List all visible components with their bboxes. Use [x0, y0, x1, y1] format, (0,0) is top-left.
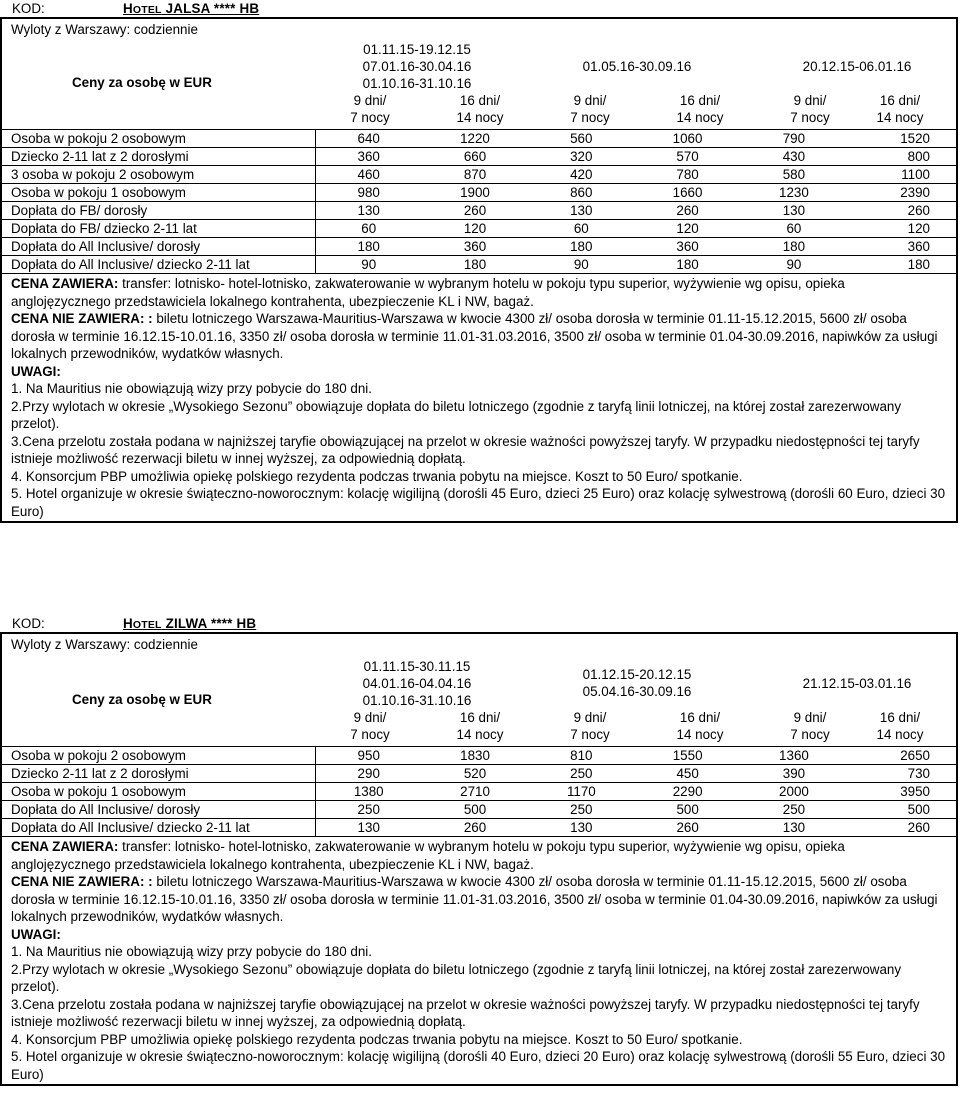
period-1-line-2: 07.01.16-30.04.16	[362, 59, 472, 74]
duration-days: 16 dni/	[679, 710, 721, 725]
price-cell: 1360	[741, 747, 847, 765]
hotel-section-jalsa	[0, 0, 958, 523]
duration-nights: 14 nocy	[456, 110, 504, 125]
remarks-label: UWAGI:	[11, 363, 61, 379]
price-cell: 180	[634, 256, 740, 274]
price-cell: 3950	[847, 783, 956, 801]
price-cell: 180	[847, 256, 956, 274]
table-row	[2, 765, 956, 783]
price-cell: 450	[634, 765, 740, 783]
price-header	[2, 41, 956, 129]
departures-info: Wyloty z Warszawy: codziennie	[11, 22, 198, 37]
table-row	[2, 148, 956, 166]
price-cell: 660	[422, 148, 528, 166]
duration-nights: 14 nocy	[876, 727, 924, 742]
remark-1: 1. Na Mauritius nie obowiązują wizy przy pobycie do 180 dni.	[11, 381, 372, 396]
period-3	[747, 58, 960, 75]
period-2	[527, 666, 747, 700]
row-label: Dopłata do All Inclusive/ dorosły	[2, 801, 315, 819]
duration-3	[550, 709, 630, 743]
duration-nights: 7 nocy	[790, 727, 830, 742]
duration-1	[330, 92, 410, 126]
table-row	[2, 130, 956, 148]
price-cell: 1900	[422, 184, 528, 202]
duration-nights: 14 nocy	[676, 727, 724, 742]
price-cell: 2390	[847, 184, 956, 202]
price-cell: 260	[422, 819, 528, 837]
price-cell: 1170	[528, 783, 634, 801]
remark-1: 1. Na Mauritius nie obowiązują wizy przy pobycie do 180 dni.	[11, 944, 372, 959]
duration-nights: 7 nocy	[790, 110, 830, 125]
price-cell: 180	[422, 256, 528, 274]
remark-5: 5. Hotel organizuje w okresie świąteczno-noworocznym: kolację wigilijną (dorośli 45 Euro, dzieci 25 Euro) oraz kolację sylwestrową (dorośli 60 Euro, dzieci 30 Euro)	[11, 486, 946, 519]
hotel-name-small: OTEL	[132, 4, 162, 16]
duration-5	[770, 709, 850, 743]
price-cell: 1230	[741, 184, 847, 202]
duration-days: 9 dni/	[793, 93, 827, 108]
row-label: Osoba w pokoju 1 osobowym	[2, 184, 315, 202]
price-cell: 250	[741, 801, 847, 819]
table-row	[2, 184, 956, 202]
price-cell: 90	[741, 256, 847, 274]
duration-days: 9 dni/	[573, 93, 607, 108]
price-cell: 500	[422, 801, 528, 819]
duration-nights: 14 nocy	[676, 110, 724, 125]
hotel-name-rest: ZILWA **** HB	[161, 616, 257, 631]
price-cell: 870	[422, 166, 528, 184]
price-cell: 390	[741, 765, 847, 783]
price-cell: 260	[634, 819, 740, 837]
excludes-label: CENA NIE ZAWIERA: :	[11, 874, 153, 889]
excludes-label: CENA NIE ZAWIERA: :	[11, 311, 153, 326]
table-row	[2, 220, 956, 238]
price-cell: 560	[528, 130, 634, 148]
price-cell: 1380	[315, 783, 422, 801]
price-cell: 520	[422, 765, 528, 783]
price-cell: 260	[847, 202, 956, 220]
departures-info: Wyloty z Warszawy: codziennie	[11, 637, 198, 652]
price-cell: 570	[634, 148, 740, 166]
price-cell: 120	[634, 220, 740, 238]
price-cell: 1830	[422, 747, 528, 765]
price-cell: 180	[528, 238, 634, 256]
period-2-line-1: 01.12.15-20.12.15	[582, 667, 692, 682]
period-1-line-1: 01.11.15-30.11.15	[363, 659, 471, 674]
duration-2	[440, 92, 520, 126]
price-cell: 1060	[634, 130, 740, 148]
hotel-name-prefix: H	[123, 1, 133, 16]
price-cell: 120	[847, 220, 956, 238]
includes	[11, 275, 947, 310]
price-cell: 250	[315, 801, 422, 819]
price-cell: 250	[528, 801, 634, 819]
kod-line	[0, 0, 958, 17]
price-cell: 90	[528, 256, 634, 274]
row-label: 3 osoba w pokoju 2 osobowym	[2, 166, 315, 184]
price-cell: 580	[741, 166, 847, 184]
kod-line	[0, 615, 958, 632]
price-cell: 60	[315, 220, 422, 238]
price-table-body	[2, 130, 956, 274]
excludes-text: biletu lotniczego Warszawa-Mauritius-Warszawa w kwocie 4300 zł/ osoba dorosła w terminie 01.11-15.12.2015, 5600 zł/ osoba dorosła w terminie 16.12.15-10.01.16, 3350 zł/ osoba dorosła w terminie 11.01-31.03.2016, 3500 zł/ osoba w terminie 01.04-30.09.2016, napiwków za usługi lokalnych przewodników, wydatków własnych.	[11, 874, 938, 924]
table-row	[2, 166, 956, 184]
price-cell: 460	[315, 166, 422, 184]
price-cell: 800	[847, 148, 956, 166]
price-table	[2, 129, 956, 273]
row-label: Osoba w pokoju 1 osobowym	[2, 783, 315, 801]
price-cell: 130	[315, 819, 422, 837]
period-2-line-1: 01.05.16-30.09.16	[582, 59, 692, 74]
excludes-text: biletu lotniczego Warszawa-Mauritius-Warszawa w kwocie 4300 zł/ osoba dorosła w terminie 01.11-15.12.2015, 5600 zł/ osoba dorosła w terminie 16.12.15-10.01.16, 3350 zł/ osoba dorosła w terminie 11.01-31.03.2016, 3500 zł/ osoba w terminie 01.04-30.09.2016, napiwków za usługi lokalnych przewodników, wydatków własnych.	[11, 311, 938, 361]
duration-days: 9 dni/	[793, 710, 827, 725]
price-cell: 120	[422, 220, 528, 238]
remark-3: 3.Cena przelotu została podana w najniższej taryfie obowiązującej na przelot w okresie ważności powyższej taryfy. W przypadku niedostępności tej taryfy istnieje możliwość rezerwacji biletu w innej wyższej, za odpowiednią dopłatą.	[11, 996, 920, 1029]
price-cell: 60	[528, 220, 634, 238]
period-1-line-3: 01.10.16-31.10.16	[362, 76, 472, 91]
price-cell: 810	[528, 747, 634, 765]
includes	[11, 838, 947, 873]
row-label: Dopłata do All Inclusive/ dziecko 2-11 lat	[2, 256, 315, 274]
table-row	[2, 783, 956, 801]
hotel-section-zilwa	[0, 615, 958, 1086]
duration-nights: 14 nocy	[876, 110, 924, 125]
price-cell: 130	[528, 819, 634, 837]
price-cell: 1520	[847, 130, 956, 148]
excludes	[11, 873, 947, 926]
price-cell: 1660	[634, 184, 740, 202]
duration-2	[440, 709, 520, 743]
price-cell: 420	[528, 166, 634, 184]
price-cell: 250	[528, 765, 634, 783]
duration-days: 16 dni/	[879, 710, 921, 725]
remark-5: 5. Hotel organizuje w okresie świąteczno-noworocznym: kolację wigilijną (dorośli 40 Euro, dzieci 20 Euro) oraz kolację sylwestrową (dorośli 55 Euro, dzieci 30 Euro)	[11, 1049, 946, 1082]
price-cell: 130	[741, 202, 847, 220]
remark-2: 2.Przy wylotach w okresie „Wysokiego Sezonu” obowiązuje dopłata do biletu lotniczego (zgodnie z taryfą linii lotniczej, na której został zarezerwowany przelot).	[11, 398, 902, 431]
notes	[2, 836, 956, 1084]
period-2	[527, 58, 747, 75]
duration-days: 9 dni/	[573, 710, 607, 725]
price-cell: 320	[528, 148, 634, 166]
remark-4: 4. Konsorcjum PBP umożliwia opiekę polskiego rezydenta podczas trwania pobytu na miejsce. Koszt to 50 Euro/ spotkanie.	[11, 468, 743, 484]
price-cell: 430	[741, 148, 847, 166]
hotel-name-small: OTEL	[132, 619, 162, 631]
row-label: Osoba w pokoju 2 osobowym	[2, 130, 315, 148]
price-cell: 500	[634, 801, 740, 819]
notes	[2, 273, 956, 521]
price-cell: 790	[741, 130, 847, 148]
period-1	[307, 658, 527, 709]
duration-1	[330, 709, 410, 743]
price-label: Ceny za osobę w EUR	[72, 692, 212, 707]
kod-label: KOD:	[12, 616, 45, 631]
price-cell: 980	[315, 184, 422, 202]
price-cell: 130	[315, 202, 422, 220]
remark-2: 2.Przy wylotach w okresie „Wysokiego Sezonu” obowiązuje dopłata do biletu lotniczego (zgodnie z taryfą linii lotniczej, na której został zarezerwowany przelot).	[11, 961, 902, 994]
duration-nights: 7 nocy	[570, 110, 610, 125]
price-cell: 130	[528, 202, 634, 220]
includes-text: transfer: lotnisko- hotel-lotnisko, zakwaterowanie w wybranym hotelu w pokoju typu superior, wyżywienie wg opisu, opieka anglojęzycznego przedstawiciela lokalnego kontrahenta, ubezpieczenie KL i NW, bagaż.	[11, 839, 845, 872]
price-cell: 360	[315, 148, 422, 166]
period-3-line-1: 21.12.15-03.01.16	[802, 676, 912, 691]
price-cell: 640	[315, 130, 422, 148]
price-cell: 2710	[422, 783, 528, 801]
remark-3: 3.Cena przelotu została podana w najniższej taryfie obowiązującej na przelot w okresie ważności powyższej taryfy. W przypadku niedostępności tej taryfy istnieje możliwość rezerwacji biletu w innej wyższej, za odpowiednią dopłatą.	[11, 433, 920, 466]
table-row	[2, 202, 956, 220]
price-cell: 780	[634, 166, 740, 184]
hotel-name-rest: JALSA **** HB	[161, 1, 260, 16]
price-cell: 360	[422, 238, 528, 256]
hotel-name-prefix: H	[123, 616, 133, 631]
price-cell: 180	[741, 238, 847, 256]
price-cell: 260	[847, 819, 956, 837]
table-row	[2, 238, 956, 256]
price-cell: 260	[422, 202, 528, 220]
duration-days: 16 dni/	[879, 93, 921, 108]
duration-4	[660, 709, 740, 743]
price-cell: 2000	[741, 783, 847, 801]
table-row	[2, 256, 956, 274]
row-label: Dopłata do All Inclusive/ dorosły	[2, 238, 315, 256]
duration-days: 16 dni/	[459, 710, 501, 725]
period-2-line-2: 05.04.16-30.09.16	[582, 684, 692, 699]
duration-days: 16 dni/	[459, 93, 501, 108]
remarks-label: UWAGI:	[11, 926, 61, 942]
price-cell: 60	[741, 220, 847, 238]
table-row	[2, 747, 956, 765]
period-1-line-1: 01.11.15-19.12.15	[363, 42, 471, 57]
row-label: Dopłata do FB/ dziecko 2-11 lat	[2, 220, 315, 238]
table-row	[2, 819, 956, 837]
price-cell: 260	[634, 202, 740, 220]
price-cell: 290	[315, 765, 422, 783]
period-1-line-2: 04.01.16-04.04.16	[362, 676, 472, 691]
price-cell: 90	[315, 256, 422, 274]
duration-3	[550, 92, 630, 126]
row-label: Dziecko 2-11 lat z 2 dorosłymi	[2, 765, 315, 783]
duration-6	[860, 709, 940, 743]
price-table	[2, 746, 956, 836]
price-cell: 500	[847, 801, 956, 819]
price-cell: 2650	[847, 747, 956, 765]
duration-nights: 7 nocy	[350, 110, 390, 125]
duration-nights: 7 nocy	[570, 727, 610, 742]
price-cell: 130	[741, 819, 847, 837]
price-cell: 2290	[634, 783, 740, 801]
row-label: Dziecko 2-11 lat z 2 dorosłymi	[2, 148, 315, 166]
includes-text: transfer: lotnisko- hotel-lotnisko, zakwaterowanie w wybranym hotelu w pokoju typu superior, wyżywienie wg opisu, opieka anglojęzycznego przedstawiciela lokalnego kontrahenta, ubezpieczenie KL i NW, bagaż.	[11, 276, 845, 309]
includes-label: CENA ZAWIERA:	[11, 839, 119, 854]
price-table-body	[2, 747, 956, 837]
duration-days: 16 dni/	[679, 93, 721, 108]
price-cell: 1550	[634, 747, 740, 765]
price-cell: 360	[634, 238, 740, 256]
duration-days: 9 dni/	[353, 93, 387, 108]
price-cell: 860	[528, 184, 634, 202]
price-cell: 1100	[847, 166, 956, 184]
duration-nights: 14 nocy	[456, 727, 504, 742]
price-cell: 1220	[422, 130, 528, 148]
row-label: Dopłata do All Inclusive/ dziecko 2-11 lat	[2, 819, 315, 837]
remark-4: 4. Konsorcjum PBP umożliwia opiekę polskiego rezydenta podczas trwania pobytu na miejsce. Koszt to 50 Euro/ spotkanie.	[11, 1031, 743, 1047]
period-3	[747, 675, 960, 692]
hotel-box	[0, 17, 958, 523]
price-cell: 180	[315, 238, 422, 256]
hotel-box	[0, 632, 958, 1086]
price-cell: 360	[847, 238, 956, 256]
row-label: Dopłata do FB/ dorosły	[2, 202, 315, 220]
price-cell: 950	[315, 747, 422, 765]
excludes	[11, 310, 947, 363]
row-label: Osoba w pokoju 2 osobowym	[2, 747, 315, 765]
duration-6	[860, 92, 940, 126]
price-label: Ceny za osobę w EUR	[72, 75, 212, 90]
includes-label: CENA ZAWIERA:	[11, 276, 119, 291]
duration-4	[660, 92, 740, 126]
period-1-line-3: 01.10.16-31.10.16	[362, 693, 472, 708]
period-1	[307, 41, 527, 92]
duration-nights: 7 nocy	[350, 727, 390, 742]
table-row	[2, 801, 956, 819]
kod-label: KOD:	[12, 1, 45, 16]
duration-days: 9 dni/	[353, 710, 387, 725]
price-header	[2, 656, 956, 746]
duration-5	[770, 92, 850, 126]
period-3-line-1: 20.12.15-06.01.16	[802, 59, 912, 74]
price-cell: 730	[847, 765, 956, 783]
